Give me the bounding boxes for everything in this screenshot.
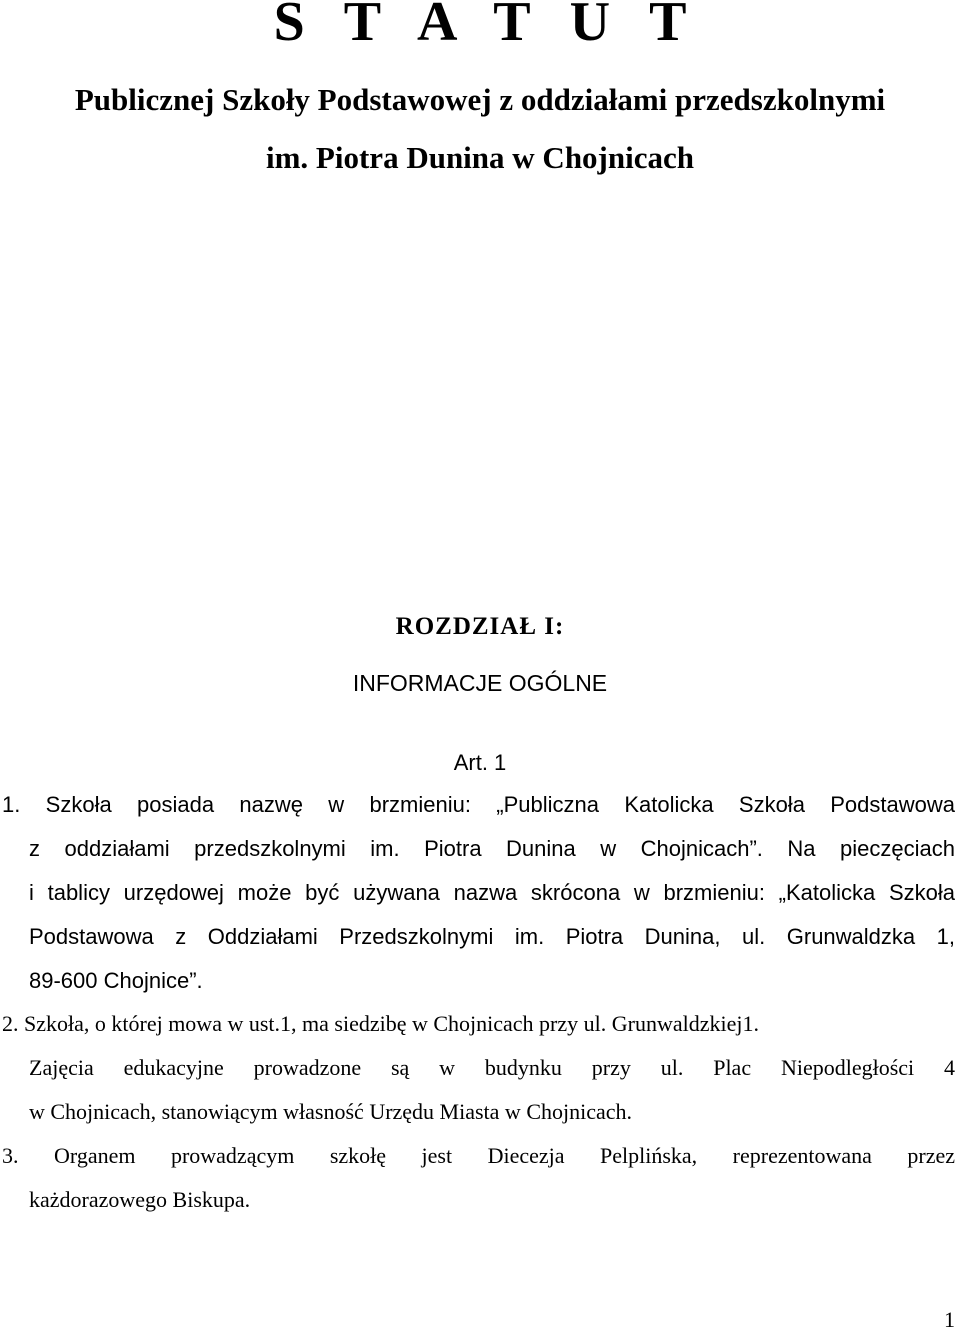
document-subtitle-line-1: Publicznej Szkoły Podstawowej z oddziałami przedszkolnymi: [74, 82, 886, 117]
chapter-heading: ROZDZIAŁ I:: [395, 613, 565, 640]
page-number: 1: [944, 1307, 955, 1332]
paragraph-line: każdorazowego Biskupa.: [29, 1187, 251, 1212]
paragraph-text: Szkoła, o której mowa w ust.1, ma siedzibę w Chojnicach przy ul. Grunwaldzkiej1.: [24, 1011, 759, 1036]
paragraph-line: i tablicy urzędowej może być używana nazwa skrócona w brzmieniu: „Katolicka Szkoła: [29, 880, 955, 905]
paragraph-line: Podstawowa z Oddziałami Przedszkolnymi im. Piotra Dunina, ul. Grunwaldzka 1,: [29, 924, 955, 949]
paragraph-3: [2, 1141, 955, 1229]
paragraph-1: [2, 790, 955, 1010]
paragraph-line: 89-600 Chojnice”.: [29, 968, 203, 993]
paragraph-line: z oddziałami przedszkolnymi im. Piotra Dunina w Chojnicach”. Na pieczęciach: [29, 836, 955, 861]
paragraph-number: 3.: [2, 1143, 19, 1168]
paragraph-line: [2, 790, 955, 834]
paragraph-text: Organem prowadzącym szkołę jest Diecezja Pelplińska, reprezentowana przez: [54, 1143, 956, 1168]
paragraph-line: w Chojnicach, stanowiącym własność Urzędu Miasta w Chojnicach.: [29, 1099, 633, 1124]
paragraph-line: Zajęcia edukacyjne prowadzone są w budynku przy ul. Plac Niepodległości 4: [29, 1055, 955, 1080]
paragraph-2: [2, 1009, 955, 1141]
paragraph-line: [2, 1009, 955, 1053]
paragraph-line: [2, 1141, 955, 1185]
document-subtitle-line-2: im. Piotra Dunina w Chojnicach: [266, 140, 694, 175]
chapter-subheading: INFORMACJE OGÓLNE: [352, 670, 608, 696]
paragraph-number: 2.: [2, 1011, 19, 1036]
paragraph-number: 1.: [2, 792, 21, 817]
article-label: Art. 1: [453, 750, 507, 775]
paragraph-text: Szkoła posiada nazwę w brzmieniu: „Publiczna Katolicka Szkoła Podstawowa: [45, 792, 955, 817]
document-title: S T A T U T: [273, 0, 687, 53]
